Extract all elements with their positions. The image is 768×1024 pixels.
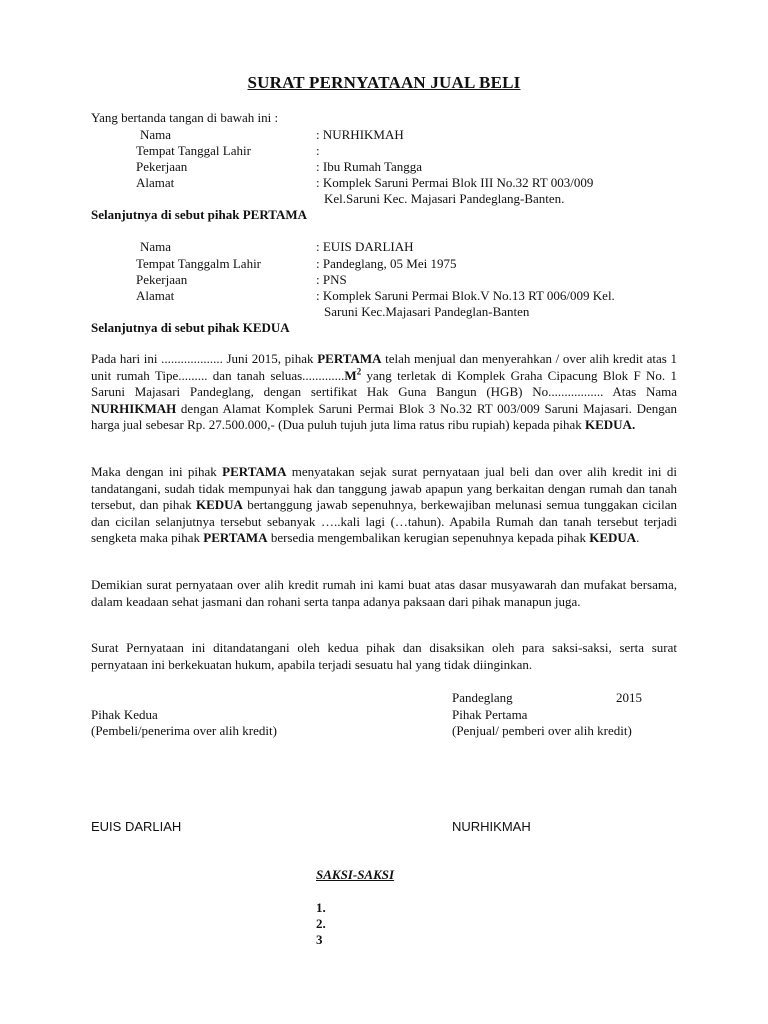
place-text: Pandeglang bbox=[452, 690, 513, 705]
agreement-paragraph: Demikian surat pernyataan over alih kredit rumah ini kami buat atas dasar musyawarah dan mufakat bersama, dalam keadaan sehat jasmani dan rohani serta tanpa adanya paksaan dari pihak manapun juga. bbox=[91, 577, 677, 609]
party2-label-job: Pekerjaan bbox=[136, 272, 188, 287]
sale-paragraph bbox=[91, 351, 677, 434]
transfer-paragraph bbox=[91, 464, 677, 547]
para1-text-g: dengan Alamat Komplek Saruni Permai Blok 3 No.32 RT 003/009 Saruni Majasari. Dengan harga jual sebesar Rp. 27.500.000,- (Dua puluh tujuh juta lima ratus ribu rupiah) kepada pihak bbox=[91, 400, 677, 432]
witness-number-1: 1. bbox=[316, 900, 326, 915]
party1-value-job: : Ibu Rumah Tangga bbox=[316, 159, 423, 174]
year-text: 2015 bbox=[616, 690, 642, 705]
right-signatory-role: Pihak Pertama bbox=[452, 707, 528, 722]
right-signatory-desc: (Penjual/ pemberi over alih kredit) bbox=[452, 723, 632, 738]
party1-value-address: : Komplek Saruni Permai Blok III No.32 RT 003/009 bbox=[316, 175, 594, 190]
right-signatory-name: NURHIKMAH bbox=[452, 819, 531, 834]
para1-unit-m: M bbox=[344, 367, 357, 383]
para1-text-e: yang terletak di Komplek Graha Cipacung Blok F No. 1 Saruni Majasari Pandeglang, dengan sertifikat Hak Guna Bangun (HGB) No................. Atas Nama bbox=[91, 367, 677, 399]
party1-closing: Selanjutnya di sebut pihak PERTAMA bbox=[91, 207, 308, 222]
para1-text-c: telah menjual dan menyerahkan / over alih kredit atas 1 unit rumah Tipe......... dan tanah seluas............. bbox=[91, 351, 678, 383]
party1-value-birth: : bbox=[316, 143, 320, 158]
para2-text-i: . bbox=[636, 530, 640, 545]
party1-label-birth: Tempat Tanggal Lahir bbox=[136, 143, 251, 158]
witness-title: SAKSI-SAKSI bbox=[316, 867, 395, 882]
party1-address-cont: Kel.Saruni Kec. Majasari Pandeglang-Banten. bbox=[324, 191, 565, 206]
party2-label-address: Alamat bbox=[136, 288, 175, 303]
legal-paragraph: Surat Pernyataan ini ditandatangani oleh kedua pihak dan disaksikan oleh para saksi-saksi, serta surat pernyataan ini berkekuatan hukum, apabila terjadi sesuatu hal yang tidak diinginkan. bbox=[91, 640, 677, 672]
party1-label-job: Pekerjaan bbox=[136, 159, 188, 174]
party2-value-job: : PNS bbox=[316, 272, 347, 287]
para2-text-c: menyatakan sejak surat pernyataan jual beli dan over alih kredit ini di tandatangani, sudah tidak mempunyai hak dan tanggung jawab apapun yang berkaitan dengan rumah dan tanah tersebut, dan pihak bbox=[91, 464, 677, 512]
para2-bold-pertama-2: PERTAMA bbox=[203, 530, 268, 545]
party1-label-name: Nama bbox=[140, 127, 172, 142]
party1-value-name: : NURHIKMAH bbox=[316, 127, 404, 142]
party2-address-cont: Saruni Kec.Majasari Pandeglan-Banten bbox=[324, 304, 530, 319]
intro-text: Yang bertanda tangan di bawah ini : bbox=[91, 110, 279, 125]
para1-bold-pertama: PERTAMA bbox=[317, 351, 382, 366]
para2-bold-kedua: KEDUA bbox=[195, 497, 243, 512]
left-signatory-desc: (Pembeli/penerima over alih kredit) bbox=[91, 723, 277, 738]
para2-text-e: bertanggung jawab sepenuhnya, berkewajiban melunasi semua tunggakan cicilan dan cicilan selanjutnya tersebut sebanyak …..kali lagi (…tahun). Apabila Rumah dan tanah tersebut terjadi sengketa maka pihak bbox=[91, 497, 677, 545]
party2-label-birth: Tempat Tanggalm Lahir bbox=[136, 256, 262, 271]
party1-label-address: Alamat bbox=[136, 175, 175, 190]
witness-number-3: 3 bbox=[316, 932, 323, 947]
party2-closing: Selanjutnya di sebut pihak KEDUA bbox=[91, 320, 290, 335]
party2-value-address: : Komplek Saruni Permai Blok.V No.13 RT 006/009 Kel. bbox=[316, 288, 615, 303]
para1-unit-m2 bbox=[344, 368, 361, 383]
para2-text-g: bersedia mengembalikan kerugian sepenuhnya kepada pihak bbox=[267, 530, 590, 545]
document-title: SURAT PERNYATAAN JUAL BELI bbox=[247, 73, 521, 92]
party2-value-name: : EUIS DARLIAH bbox=[316, 239, 414, 254]
party2-label-name: Nama bbox=[140, 239, 172, 254]
party2-value-birth: : Pandeglang, 05 Mei 1975 bbox=[316, 256, 457, 271]
para2-text-a: Maka dengan ini pihak bbox=[91, 464, 223, 479]
para1-text-a: Pada hari ini ................... Juni 2015, pihak bbox=[91, 351, 318, 366]
para2-bold-pertama: PERTAMA bbox=[222, 464, 287, 479]
para1-bold-kedua: KEDUA. bbox=[585, 417, 636, 432]
para1-bold-name: NURHIKMAH bbox=[91, 400, 177, 416]
witness-number-2: 2. bbox=[316, 916, 326, 931]
left-signatory-name: EUIS DARLIAH bbox=[91, 819, 182, 834]
left-signatory-role: Pihak Kedua bbox=[91, 707, 158, 722]
para1-unit-sup: 2 bbox=[356, 366, 362, 377]
para2-bold-kedua-2: KEDUA bbox=[589, 530, 637, 545]
